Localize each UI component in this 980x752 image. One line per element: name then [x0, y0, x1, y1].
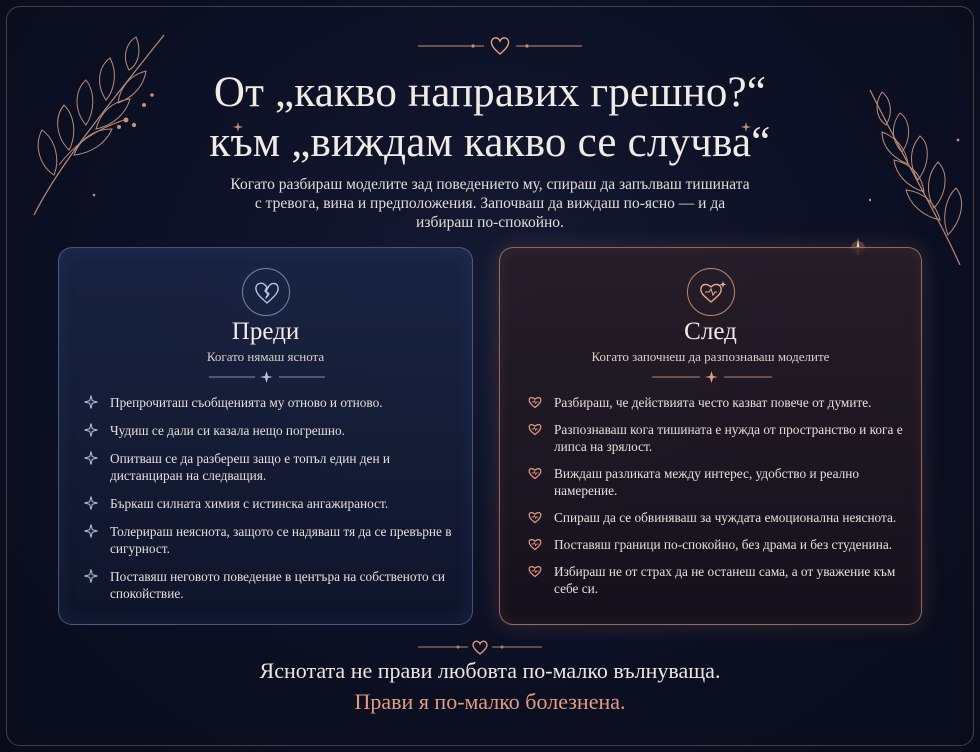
- sparkle-bullet-icon: [84, 451, 98, 465]
- heart-bullet-icon: [528, 564, 542, 578]
- bottom-heart-ornament: [0, 636, 980, 658]
- footer-line-1: Яснотата не прави любовта по-малко вълнуваща.: [259, 658, 721, 683]
- footer-line-2: Прави я по-малко болезнена.: [354, 689, 626, 714]
- list-item-text: Бъркаш силната химия с истинска ангажираност.: [110, 496, 389, 511]
- heart-bullet-icon: [528, 510, 542, 524]
- list-item: [528, 465, 913, 499]
- after-title: След: [684, 318, 737, 345]
- list-item-text: Чудиш се дали си казала нещо погрешно.: [110, 423, 346, 438]
- sparkle-bullet-icon: [84, 423, 98, 437]
- title-line-2: към „виждам какво се случва“: [209, 119, 771, 166]
- before-card: [58, 247, 473, 625]
- page-subtitle: Когато разбираш моделите зад поведението му, спираш да запълваш тишината с тревога, вина и предположения. Започваш да виждаш по-ясно — и да избираш по-спокойно.: [230, 176, 750, 231]
- after-list: [528, 394, 913, 607]
- heart-bullet-icon: [528, 422, 542, 436]
- heart-bullet-icon: [528, 466, 542, 480]
- list-item: [84, 450, 454, 484]
- after-card: [499, 247, 922, 625]
- list-item: [84, 523, 454, 557]
- list-item: [528, 421, 913, 455]
- heart-bullet-icon: [528, 395, 542, 409]
- list-item: [528, 536, 913, 553]
- before-divider: [59, 370, 474, 384]
- title-line-1: От „какво направих грешно?“: [213, 69, 767, 116]
- list-item-text: Опитваш се да разбереш защо е топъл един ден и дистанциран на следващия.: [110, 451, 391, 483]
- sparkle-bullet-icon: [84, 496, 98, 510]
- list-item: [528, 509, 913, 526]
- list-item-text: Избираш не от страх да не останеш сама, а от уважение към себе си.: [554, 564, 896, 596]
- page-title: [0, 68, 980, 168]
- broken-heart-icon: [242, 268, 290, 316]
- before-title: Преди: [231, 318, 300, 345]
- list-item: [528, 394, 913, 411]
- list-item-text: Виждаш разликата между интерес, удобство и реално намерение.: [554, 466, 860, 498]
- list-item: [84, 422, 454, 439]
- after-divider: [500, 370, 923, 384]
- heart-bullet-icon: [528, 537, 542, 551]
- list-item: [84, 568, 454, 602]
- after-subtitle: Когато започнеш да разпознаваш моделите: [591, 349, 830, 364]
- before-list: [84, 394, 454, 613]
- list-item: [528, 563, 913, 597]
- list-item-text: Разбираш, че действията често казват повече от думите.: [554, 395, 872, 410]
- list-item-text: Поставяш граници по-спокойно, без драма и без студенина.: [554, 537, 893, 552]
- list-item: [84, 495, 454, 512]
- heart-sparkle-icon: [687, 268, 735, 316]
- list-item-text: Поставяш неговото поведение в центъра на собственото си спокойствие.: [110, 569, 445, 601]
- list-item-text: Толерираш неяснота, защото се надяваш тя да се превърне в сигурност.: [110, 524, 452, 556]
- sparkle-bullet-icon: [84, 395, 98, 409]
- list-item-text: Препрочиташ съобщенията му отново и отново.: [110, 395, 383, 410]
- sparkle-bullet-icon: [84, 569, 98, 583]
- list-item: [84, 394, 454, 411]
- list-item-text: Спираш да се обвиняваш за чуждата емоционална неяснота.: [554, 510, 897, 525]
- list-item-text: Разпознаваш кога тишината е нужда от пространство и кога е липса на зрялост.: [554, 422, 903, 454]
- before-subtitle: Когато нямаш яснота: [206, 349, 325, 364]
- sparkle-bullet-icon: [84, 524, 98, 538]
